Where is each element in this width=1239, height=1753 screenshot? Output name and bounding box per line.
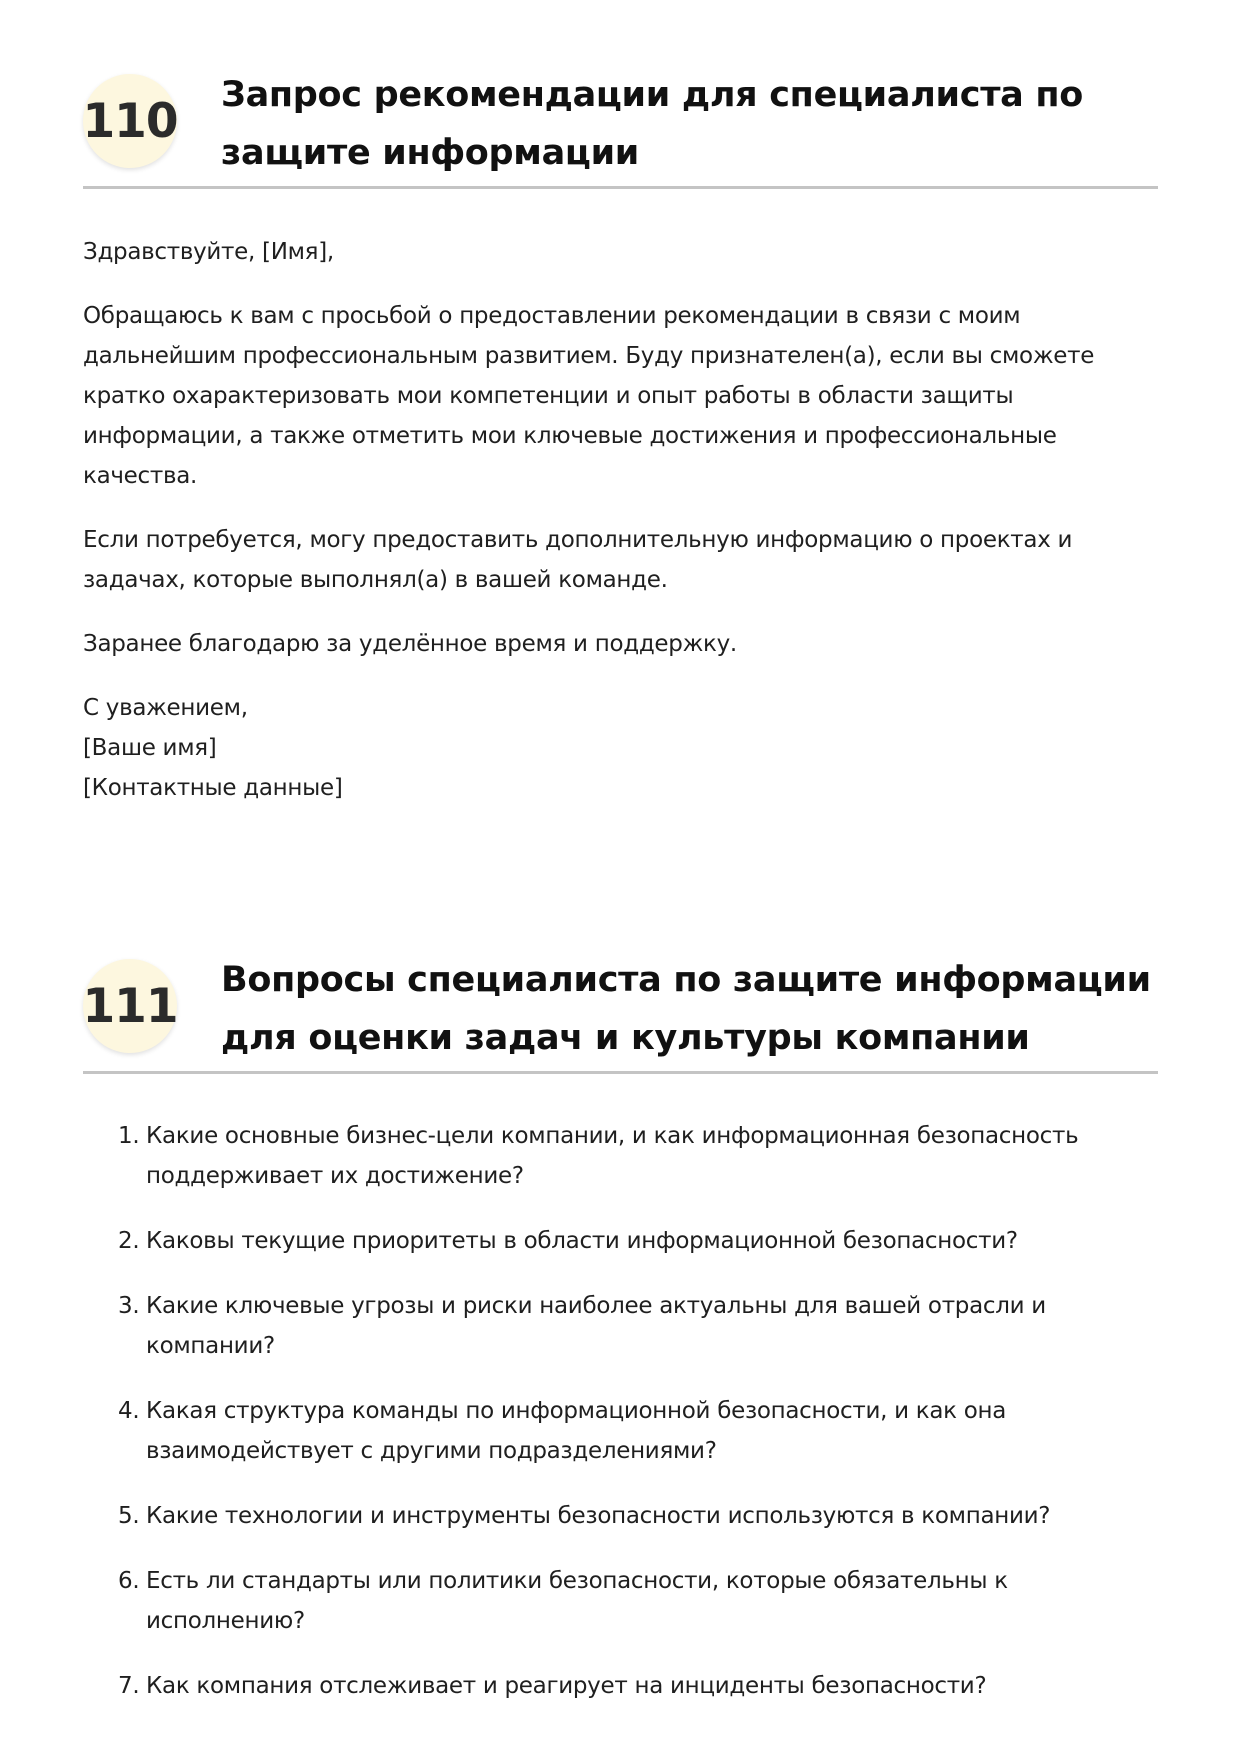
paragraph: Если потребуется, могу предоставить дополнительную информацию о проектах и задачах, которые выполнял(а) в вашей команде. (83, 527, 1073, 593)
list-item-number: 7. (118, 1673, 140, 1699)
list-item-text: Каковы текущие приоритеты в области информационной безопасности? (146, 1228, 1018, 1254)
list-item-text: Есть ли стандарты или политики безопасности, которые обязательны к исполнению? (146, 1568, 1008, 1634)
section-header (83, 66, 1158, 189)
paragraph: Обращаюсь к вам с просьбой о предоставлении рекомендации в связи с моим дальнейшим профессиональным развитием. Буду признателен(а), если вы сможете кратко охарактеризовать мои компетенции и опыт работы в области защиты информации, а также отметить мои ключевые достижения и профессиональные качества. (83, 303, 1095, 489)
signature-block (83, 688, 1158, 808)
questions-list (83, 1116, 1158, 1706)
list-item-number: 3. (118, 1293, 140, 1319)
list-item-text: Какие ключевые угрозы и риски наиболее актуальны для вашей отрасли и компании? (146, 1293, 1046, 1359)
list-item (83, 1391, 1158, 1471)
letter-body (83, 232, 1158, 808)
section-title: Вопросы специалиста по защите информации для оценки задач и культуры компании (221, 960, 1151, 1058)
section-111 (83, 951, 1158, 1731)
greeting: Здравствуйте, [Имя], (83, 239, 334, 265)
section-header (83, 951, 1158, 1074)
list-item-text: Какие технологии и инструменты безопасности используются в компании? (146, 1503, 1051, 1529)
list-item (83, 1666, 1158, 1706)
list-item-number: 1. (118, 1123, 140, 1149)
list-item-number: 2. (118, 1228, 140, 1254)
list-item (83, 1286, 1158, 1366)
list-item (83, 1116, 1158, 1196)
list-item-number: 4. (118, 1398, 140, 1424)
list-item (83, 1496, 1158, 1536)
contacts-placeholder: [Контактные данные] (83, 775, 343, 801)
name-placeholder: [Ваше имя] (83, 735, 217, 761)
section-number-badge: 111 (83, 959, 177, 1053)
section-title: Запрос рекомендации для специалиста по защите информации (221, 75, 1084, 173)
list-item-text: Как компания отслеживает и реагирует на инциденты безопасности? (146, 1673, 987, 1699)
section-number-badge: 110 (83, 74, 177, 168)
paragraph: Заранее благодарю за уделённое время и поддержку. (83, 631, 737, 657)
section-110 (83, 66, 1158, 832)
list-item (83, 1561, 1158, 1641)
list-item-number: 6. (118, 1568, 140, 1594)
list-item-text: Какая структура команды по информационной безопасности, и как она взаимодействует с другими подразделениями? (146, 1398, 1007, 1464)
list-item-number: 5. (118, 1503, 140, 1529)
list-item (83, 1221, 1158, 1261)
closing: С уважением, (83, 695, 248, 721)
list-item-text: Какие основные бизнес-цели компании, и как информационная безопасность поддерживает их достижение? (146, 1123, 1079, 1189)
